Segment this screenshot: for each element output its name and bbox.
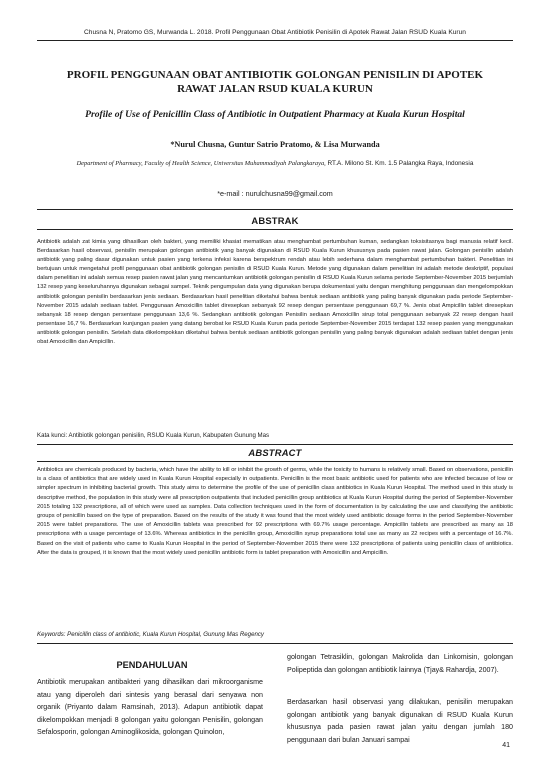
title-line-2: RAWAT JALAN RSUD KUALA KURUN	[177, 82, 373, 95]
abstract-body: Antibiotics are chemicals produced by bacteria, which have the ability to kill or inhibit the growth of germs, while the toxicity to humans is relatively small. Based on observations, penicillin is a class of antibiotics that are widely used in Kuala Kurun Hospital especially in outpatients. Penicillin is the most basic antibiotic used for patients who are infected because of low or simpler spectrum in inhibiting bacterial growth. This study aims to determine the profile of the use of penicillin class antibiotics in Kuala Kurun Hospital. The method used in this study is descriptive method, the population in this study were all prescription outpatients that included penicillin group antibiotics at Kuala Kurun Hospital during the period of September-November 2015 totaling 132 prescriptions, all of which were used as samples. Data collection techniques used in the form of documentation is by calculating the use and classifying the antibiotic groups of penicillin based on the type of preparation. Based on the results of the study it was found that the most widely used antibiotic dosage forms in the period September-November 2015 were tablet preparations. The use of Amoxicillin tablets was prescribed for 92 prescriptions with 69.7% usage percentage. Ampicillin tablets are prescribed as many as 18 prescriptions with a usage percentage of 13.6%. Whereas antibiotics in the penicillin group, Amoxicillin syrup preparations total use as many as 22 recipes with a percentage of 16.7%. Based on the visit of patients who came to Kuala Kurun Hospital in the period of September-November 2015 there were 132 prescriptions of patients using penicillin class of antibiotics. After the data is grouped, it is known that the most widely used penicillin antibiotic form is tablet preparation with Amoxicillin and Ampicillin.	[37, 467, 513, 556]
english-title: Profile of Use of Penicillin Class of Antibiotic in Outpatient Pharmacy at Kuala Kurun Hospital	[85, 109, 465, 120]
page-number: 41	[502, 742, 510, 749]
affiliation-institution: Department of Pharmacy, Faculty of Health Science, Universitas Muhammadiyah Palangkaraya,	[76, 160, 326, 167]
pendahuluan-heading: PENDAHULUAN	[116, 660, 188, 670]
right-column-para-2: Berdasarkan hasil observasi yang dilakukan, penisilin merupakan golongan antibiotik yang banyak digunakan di RSUD Kuala Kurun khususnya pada pasien rawat jalan yaitu dengan jumlah 180 penggunaan dari bulan Januari sampai	[287, 698, 513, 744]
corresponding-email: *e-mail : nurulchusna99@gmail.com	[217, 189, 333, 198]
abstrak-rule-bottom	[37, 229, 513, 230]
abstract-heading: ABSTRACT	[248, 447, 302, 458]
abstrak-heading: ABSTRAK	[251, 215, 299, 226]
affiliation-address: RT.A. Milono St. Km. 1.5 Palangka Raya, Indonesia	[327, 160, 474, 167]
abstrak-rule-top	[37, 209, 513, 210]
abstract-rule-bottom	[37, 461, 513, 462]
keywords: Keywords: Penicillin class of antibiotic, Kuala Kurun Hospital, Gunung Mas Regency	[37, 631, 264, 638]
abstrak-body: Antibiotik adalah zat kimia yang dihasilkan oleh bakteri, yang memiliki khasiat mematikan atau menghambat pertumbuhan kuman, sedangkan toksisitasnya bagi manusia relatif kecil. Berdasarkan hasil observasi, penisilin merupakan golongan antibiotik yang banyak digunakan di RSUD Kuala Kurun khususnya pada pasien rawat jalan. Golongan penisilin adalah antibiotik yang paling dasar digunakan untuk pasien yang terkena infeksi karena berspektrum rendah atau lebih sederhana dalam menghambat pertumbuhan bakteri. Penelitian ini bertujuan untuk mengetahui profil penggunaan obat antibiotik golongan penisilin di RSUD Kuala Kurun. Metode yang digunakan dalam penelitian ini adalah metode deskriptif, populasi dalam penelitian ini adalah semua resep pasien rawat jalan yang mencantumkan antibiotik golongan penisilin di RSUD Kuala Kurun selama periode September-November 2015 berjumlah 132 resep yang keseluruhannya digunakan sebagai sampel. Teknik pengumpulan data yang digunakan berupa dokumentasi yaitu dengan menghitung penggunaan dan mengelompokkan antibiotik golongan penisilin berdasarkan jenis sediaan. Berdasarkan hasil penelitian diketahui bahwa bentuk sediaan antibiotik yang paling banyak digunakan pada periode September-November 2015 adalah sediaan tablet. Penggunaan Amoxicillin tablet diresepkan sebanyak 92 resep dengan persentase penggunaan 69,7 %. Jenis obat Ampicillin tablet diresepkan sebanyak 18 resep dengan persentase penggunaan 13,6 %. Sedangkan antibiotik golongan Penisilin sediaan Amoxicillin sirup total penggunaan sebanyak 22 resep dengan hasil persentase 16,7 %. Berdasarkan kunjungan pasien yang datang berobat ke RSUD Kuala Kurun pada periode September-November 2015 terdapat 132 resep pasien yang menggunakan antibiotik golongan penisilin. Setelah data dikelompokkan diketahui bahwa bentuk sediaan antibiotik golongan penisilin yang paling banyak digunakan adalah sediaan tablet dengan jenis obat Amoxicillin dan Ampicillin.	[37, 239, 513, 346]
abstract-rule-top	[37, 444, 513, 445]
title-line-1: PROFIL PENGGUNAAN OBAT ANTIBIOTIK GOLONGAN PENISILIN DI APOTEK	[66, 69, 484, 81]
kata-kunci: Kata kunci: Antibiotik golongan penisilin, RSUD Kuala Kurun, Kabupaten Gunung Mas	[37, 432, 270, 439]
running-header: Chusna N, Pratomo GS, Murwanda L. 2018. Profil Penggunaan Obat Antibiotik Penisilin di Apotek Rawat Jalan RSUD Kuala Kurun	[84, 29, 466, 36]
header-rule	[37, 40, 513, 41]
paper-title	[40, 69, 510, 96]
keywords-rule	[37, 643, 513, 644]
left-column-text: Antibiotik merupakan antibakteri yang dihasilkan dari mikroorganisme atau yang diperoleh dari sintesis yang berasal dari senyawa non organik (Priyanto dalam Ramsinah, 2013). Adapun antibiotik dapat dikelompokkan menjadi 8 golongan yaitu golongan Penisilin, golongan Sefalosporin, golongan Aminoglikosida, golongan Quinolon,	[37, 678, 263, 737]
right-column-para-1: golongan Tetrasiklin, golongan Makrolida dan Linkomisin, golongan Polipeptida dan golongan antibiotik lainnya (Tjay& Rahardja, 2007).	[287, 653, 513, 674]
affiliation	[60, 159, 490, 169]
author-list: *Nurul Chusna, Guntur Satrio Pratomo, & Lisa Murwanda	[170, 140, 380, 149]
